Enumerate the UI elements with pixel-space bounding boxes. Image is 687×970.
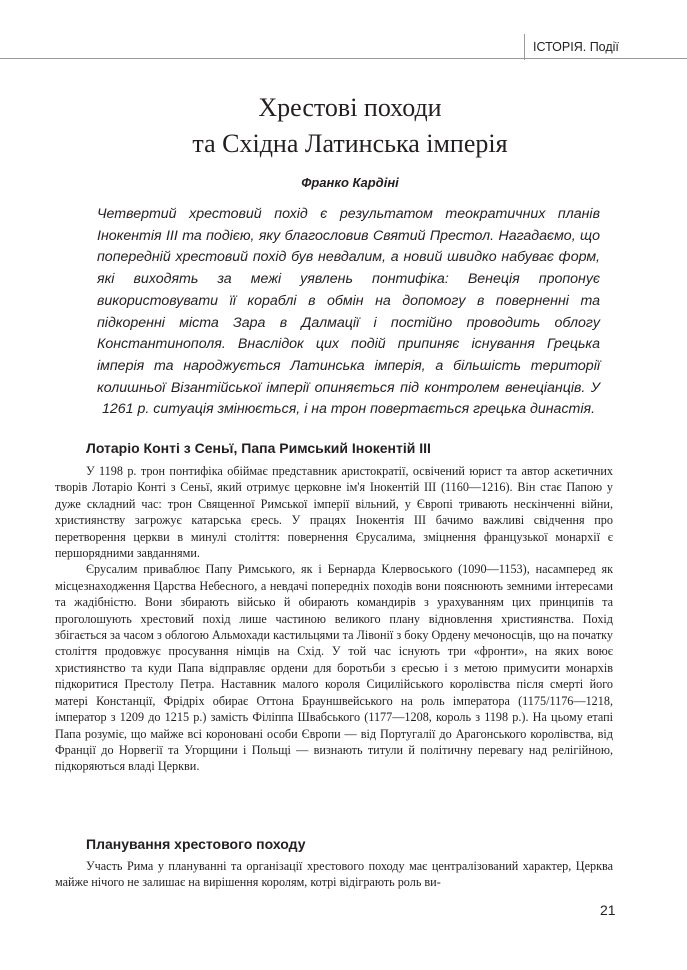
title-line-1: Хрестові походи: [258, 93, 442, 122]
section-2-body: [55, 858, 613, 891]
paragraph: Участь Рима у плануванні та організації хрестового походу має централізований характер, Церква майже нічого не залишає на вирішення королям, котрі відіграють роль ви-: [55, 859, 613, 890]
paragraph: Єрусалим приваблює Папу Римського, як і Бернарда Клервоського (1090—1153), насамперед як місцезнаходження Царства Небесного, а невдачі попередніх походів вони пояснюють земними інтересами та жадібністю. Вони збирають військо й обирають командирів з урахуванням цих принципів та проголошують хрестовий похід лише частиною великого плану відновлення християнства. Похід збігається за часом з облогою Альмохади кастильцями та Лівонії з боку Ордену мечоносців, що на початку століття продовжує просування німців на Схід. У той час існують три «фронти», на яких воює християнство та куди Папа відправляє ордени для боротьби з єресью і з метою примусити монархів підкоритися Престолу Петра. Наставник малого короля Сицилійського королівства після смерті його матері Констанції, Фрідріх обирає Оттона Брауншвейського на роль імператора (1175/1176—1218, імператор з 1209 до 1215 р.) замість Філіппа Швабського (1177—1208, король з 1198 р.). На цьому етапі Папа розуміє, що майже всі короновані особи Європи — від Португалії до Арагонського королівства, від Франції до Норвегії та Угорщини і Польщі — визнають титули й політичну перевагу над релігійною, підкоряються владі Церкви.: [55, 562, 613, 774]
page-number: 21: [600, 902, 616, 918]
header-section: ІСТОРІЯ: [533, 40, 583, 54]
header-separator: .: [582, 40, 590, 54]
header-subsection: Події: [589, 40, 619, 54]
header-rule: [0, 58, 687, 59]
title-line-2: та Східна Латинська імперія: [192, 129, 508, 158]
article-abstract: Четвертий хрестовий похід є результатом теократичних планів Інокентія III та подією, яку благословив Святий Престол. Нагадаємо, що попередній хрестовий похід був невдалим, а новий швидко набуває форм, які виходять за межі уявлень понтифіка: Венеція пропонує використовувати її кораблі в обмін на допомогу в поверненні та підкоренні міста Зара в Далмації і постійно проводить облогу Константинополя. Внаслідок цих подій припиняє існування Грецька імперія та народжується Латинська імперія, а більшість території колишньої Візантійської імперії опиняється під контролем венеціанців. У 1261 р. ситуація змінюється, і на трон повертається грецька династія.: [97, 206, 600, 418]
section-1-body: [55, 463, 613, 775]
header-divider: [524, 34, 525, 60]
section-heading-1: Лотаріо Конті з Сеньї, Папа Римський Інокентій III: [86, 440, 431, 456]
article-title: [80, 90, 620, 162]
running-header: [533, 40, 619, 54]
article-author: Франко Кардіні: [301, 175, 399, 190]
section-heading-2: Планування хрестового походу: [86, 836, 306, 852]
paragraph: У 1198 р. трон понтифіка обіймає представник аристократії, освічений юрист та автор аскетичних творів Лотаріо Конті з Сеньї, який отримує церковне ім'я Інокентій III (1160—1216). Він стає Папою у дуже складний час: трон Священної Римської імперії вільний, у Європі тривають нескінченні війни, християнству загрожує катарська єресь. У працях Інокентія III бачимо важливі свідчення про перетворення церкви в минулі століття: повернення Єрусалима, зміцнення французької монархії є першорядними завданнями.: [55, 464, 613, 561]
